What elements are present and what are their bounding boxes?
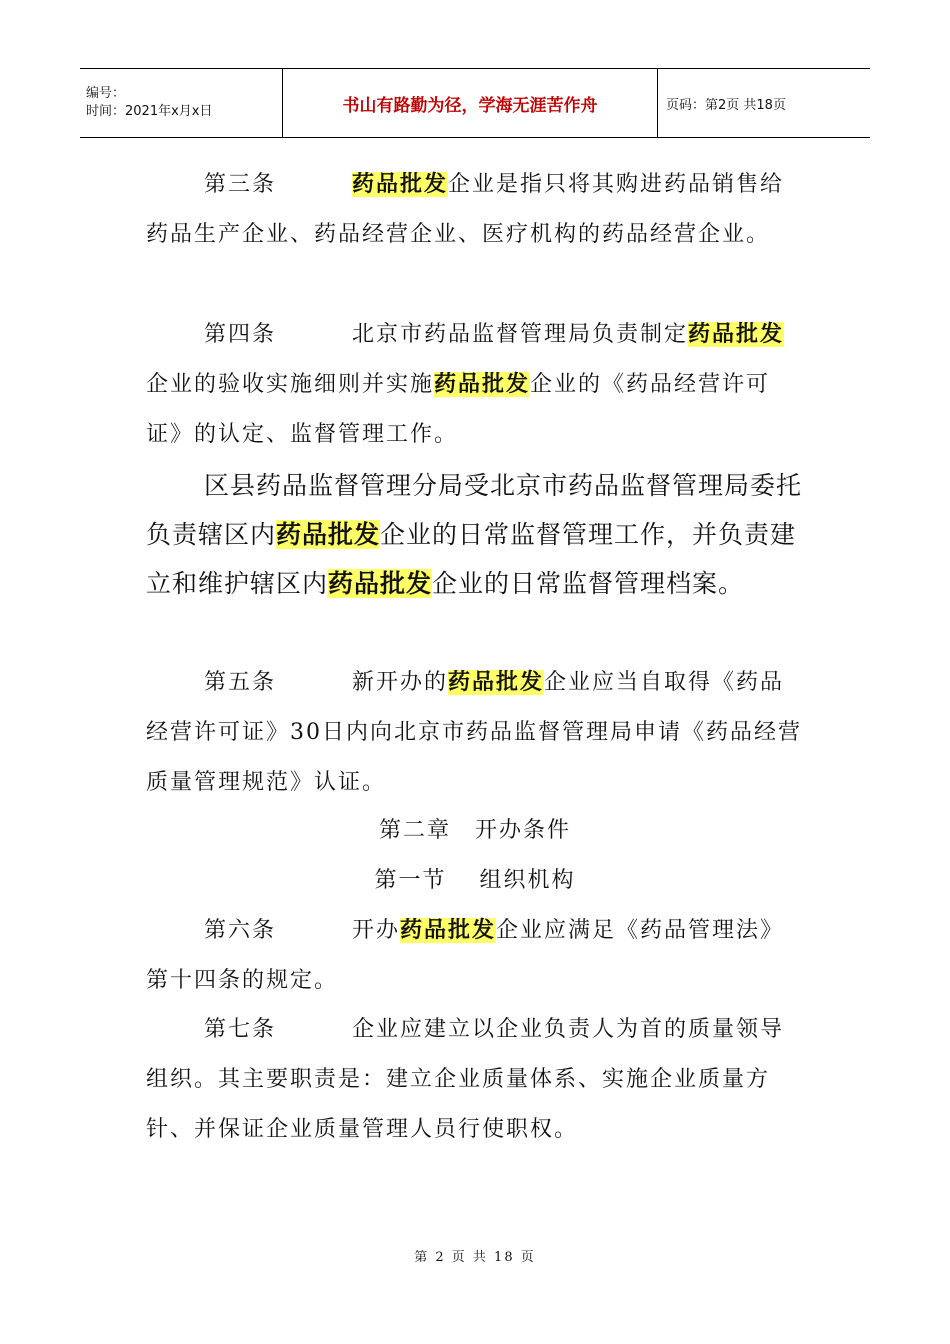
article-label: 第四条	[204, 322, 277, 347]
page-header	[80, 68, 870, 138]
article-3	[146, 160, 806, 260]
article-text: 企业的《药品经营许可证》的认定、监督管理工作。	[146, 372, 771, 447]
paragraph-district	[146, 461, 806, 608]
article-text: 企业是指只将其购进药品销售给药品生产企业、药品经营企业、医疗机构的药品经营企业。	[146, 172, 785, 247]
article-label: 第三条	[204, 172, 277, 197]
keyword-highlight: 药品批发	[448, 670, 545, 695]
keyword-highlight: 药品批发	[434, 372, 531, 397]
article-7	[146, 1005, 806, 1155]
paragraph-text: 企业的日常监督管理工作，并负责建立和维护辖区内	[146, 520, 797, 598]
header-meta	[80, 69, 282, 137]
article-label: 第六条	[204, 918, 277, 943]
article-text: 北京市药品监督管理局负责制定	[352, 322, 689, 347]
article-text: 企业应建立以企业负责人为首的质量领导组织。其主要职责是：建立企业质量体系、实施企业质量方针、并保证企业质量管理人员行使职权。	[146, 1017, 785, 1142]
paragraph-text: 企业的日常监督管理档案。	[432, 569, 745, 598]
header-page-code: 页码：第2页 共18页	[666, 97, 786, 113]
chapter-heading: 第二章 开办条件	[378, 818, 571, 843]
keyword-highlight: 药品批发	[400, 918, 497, 943]
article-text: 开办	[352, 918, 401, 943]
keyword-highlight: 药品批发	[352, 172, 449, 197]
section-heading: 第一节 组织机构	[374, 868, 576, 893]
paragraph-text: 区县药品监督管理分局受北京市药品监督管理局委托负责辖区内	[146, 471, 803, 549]
article-label: 第七条	[204, 1017, 277, 1042]
article-label: 第五条	[204, 670, 277, 695]
article-text: 新开办的	[352, 670, 449, 695]
article-text: 企业应满足《药品管理法》第十四条的规定。	[146, 918, 785, 993]
article-text: 企业的验收实施细则并实施	[146, 372, 435, 397]
keyword-highlight: 药品批发	[276, 520, 381, 549]
number-label: 编号：	[86, 86, 126, 101]
article-text: 企业应当自取得《药品经营许可证》30日内向北京市药品监督管理局申请《药品经营质量管理规范》认证。	[146, 670, 802, 795]
page-footer: 第 2 页 共 18 页	[414, 1250, 536, 1265]
article-5	[146, 658, 806, 808]
keyword-highlight: 药品批发	[688, 322, 785, 347]
article-4	[146, 310, 806, 460]
header-motto: 书山有路勤为径，学海无涯苦作舟	[282, 69, 658, 137]
time-label: 时间：2021年x月x日	[86, 104, 213, 119]
keyword-highlight: 药品批发	[328, 569, 433, 598]
article-6	[146, 906, 806, 1006]
